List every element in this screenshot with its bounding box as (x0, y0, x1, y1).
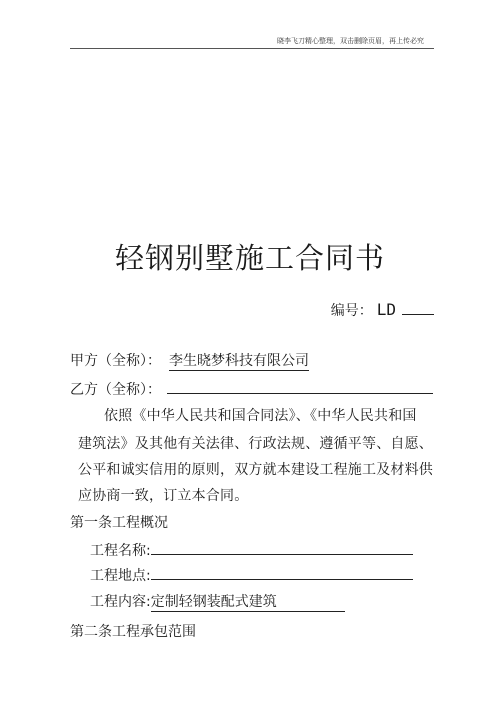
preamble-line: 依照《中华人民共和国合同法》、《中华人民共和国 (104, 408, 417, 424)
project-location-blank (151, 565, 413, 580)
project-content-value: 定制轻钢装配式建筑 (151, 593, 345, 612)
contract-number-value: LD (376, 300, 396, 319)
party-b-line (70, 379, 433, 399)
section-2-title: 第二条工程承包范围 (70, 624, 196, 640)
project-name-blank (151, 540, 413, 555)
project-location-label: 工程地点: (90, 568, 151, 584)
project-name-label: 工程名称: (90, 543, 151, 559)
preamble-line: 建筑法》及其他有关法律、行政法规、遵循平等、自愿、 (78, 436, 433, 452)
party-b-label: 乙方（全称）： (70, 382, 161, 398)
header-rule (70, 48, 434, 49)
party-a-value: 李生晓梦科技有限公司 (169, 353, 309, 369)
preamble-line: 应协商一致，订立本合同。 (78, 488, 249, 504)
party-a-line (70, 352, 309, 370)
page-header (0, 0, 500, 50)
contract-number (331, 300, 434, 320)
contract-number-label: 编号： (330, 303, 373, 319)
contract-number-blank (402, 300, 434, 315)
document-title: 轻钢别墅施工合同书 (114, 241, 385, 275)
preamble-line: 公平和诚实信用的原则，双方就本建设工程施工及材料供 (78, 462, 433, 478)
party-b-blank (167, 379, 433, 394)
party-a-label: 甲方（全称）： (70, 353, 161, 369)
section-1-title: 第一条工程概况 (70, 515, 168, 531)
project-location-field (90, 565, 413, 585)
project-name-field (90, 540, 413, 560)
header-note: 晓李飞刀精心整理，双击删除页眉，再上传必究 (277, 37, 424, 45)
project-content-field (90, 593, 345, 612)
project-content-label: 工程内容: (90, 594, 151, 610)
